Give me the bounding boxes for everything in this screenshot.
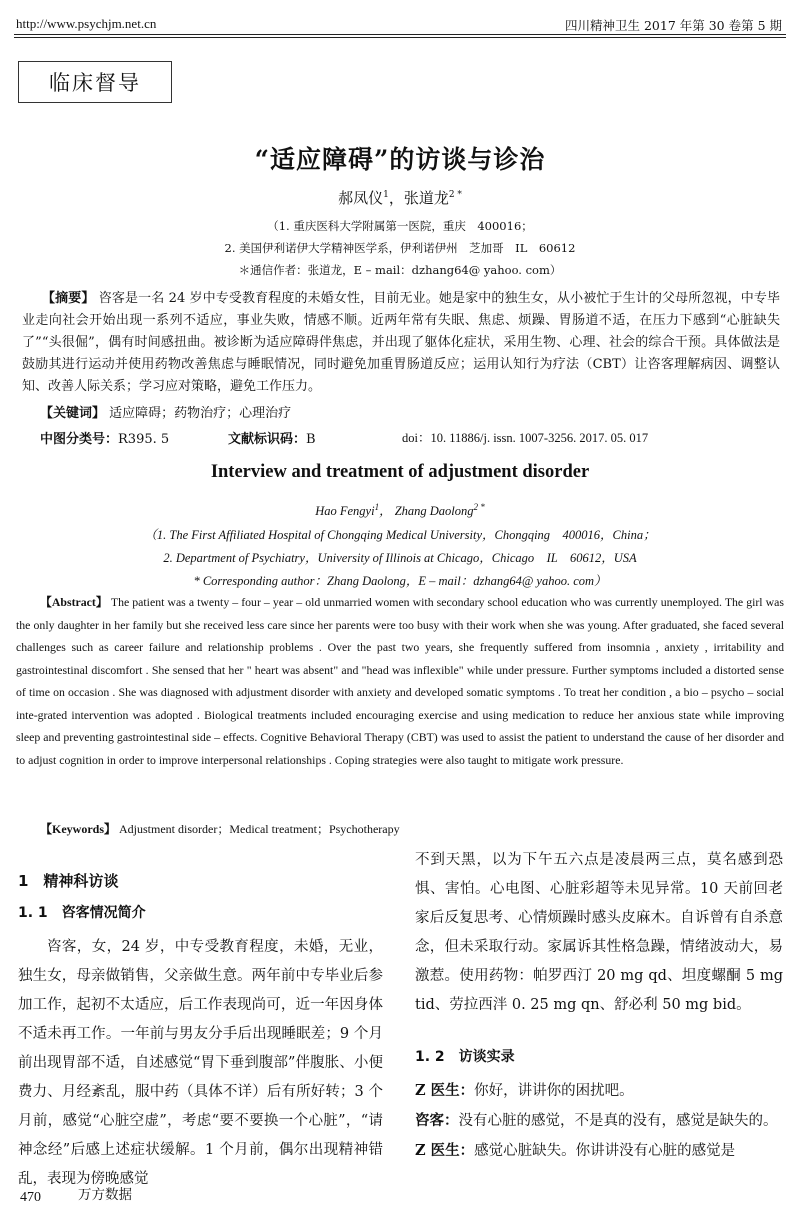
abstract-zh-label: 【摘要】 [42, 291, 95, 306]
clc-label: 中图分类号： [40, 432, 119, 447]
page-number: 470 [20, 1190, 41, 1205]
author-1-sup: 1 [383, 190, 389, 200]
column-tag: 临床督导 [18, 61, 172, 103]
dialogue-speaker: Z 医生： [415, 1082, 475, 1099]
section-1-1-heading: 1. 1 咨客情况简介 [18, 905, 146, 921]
case-summary-para: 咨客，女，24 岁，中专受教育程度，未婚，无业，独生女，母亲做销售，父亲做生意。两年前中专毕业后参加工作，起初不太适应，后工作表现尚可，近一年因身体不适未再工作。一年前与男友分手后出现睡眠差；9 个月前出现胃部不适，自述感觉“胃下垂到腹部”伴腹胀、小便费力、月经紊乱，服中药（具体不详）后有所好转；3 个月前，感觉“心脏空虚”，考虑“要不要换一个心脏”，“请神念经”后感上述症状缓解。1 个月前，偶尔出现精神错乱，表现为傍晚感觉 [18, 939, 383, 1187]
dialogue-text: 感觉心脏缺失。你讲讲没有心脏的感觉是 [474, 1143, 736, 1159]
authors-zh [0, 187, 800, 208]
header-rule [14, 34, 786, 35]
keywords-en-label: 【Keywords】 [40, 822, 116, 836]
author-en-1: Hao Fengyi [315, 504, 375, 518]
dialogue-text: 没有心脏的感觉，不是真的没有，感觉是缺失的。 [458, 1113, 778, 1129]
abstract-en [16, 591, 784, 771]
case-summary-continued: 不到天黑，以为下午五六点是凌晨两三点，莫名感到恐惧、害怕。心电图、心脏彩超等未见异常。10 天前回老家后反复思考、心情烦躁时感头皮麻木。自诉曾有自杀意念，但未采取行动。家属诉其性格急躁，情绪波动大，易激惹。使用药物：帕罗西汀 20 mg qd、坦度螺酮 5 mg tid、劳拉西泮 0. 25 mg qn、舒必利 50 mg bid。 [415, 852, 783, 1013]
authors-en [0, 501, 800, 519]
abstract-zh [22, 288, 780, 398]
interview-dialogue [415, 1076, 783, 1166]
article-title-zh: “适应障碍”的访谈与诊治 [254, 145, 546, 174]
affiliation-zh-2: 2. 美国伊利诺伊大学精神医学系，伊利诺伊州 芝加哥 IL 60612 [224, 241, 576, 255]
doc-code [228, 428, 316, 447]
author-sep: ， [388, 189, 404, 207]
journal-url: http://www.psychjm.net.cn [16, 16, 157, 31]
header-rule-thin [14, 37, 786, 38]
dialogue-text: 你好，讲讲你的困扰吧。 [474, 1083, 634, 1099]
keywords-en [40, 820, 400, 837]
abstract-en-text: The patient was a twenty – four – year – old unmarried women with secondary school education who was currently unemployed. The girl was the only daughter in her family but she received less care since her parents were too busy with their work when she was young. After graduated, she faced several challenges such as career failure and relationship problems . Over the past two years, she frequently suffered from insomnia , anxiety , irritability and gastrointestinal discomfort . She sensed that her " heart was absent" and "head was inflexible" while under pressure. Further symptoms included a distorted sense of time on occasion . She was diagnosed with adjustment disorder with anxiety and developed somatic symptoms . To treat her condition , a bio – psycho – social inte-grated intervention was adopted . Biological treatments included encouraging exercise and using medication to reduce her anxious state while improving sleep and preventing gastrointestinal side – effects. Cognitive Behavioral Therapy (CBT) was used to assist the patient to understand the cause of her disorder and to adjust cognition in order to improve interpersonal relationships . Coping strategies were also taught to mitigate work pressure. [16, 595, 784, 767]
watermark: 万方数据 [78, 1187, 132, 1203]
author-en-2-sup: 2 * [473, 501, 485, 512]
article-title-en: Interview and treatment of adjustment disorder [210, 462, 590, 482]
author-2: 张道龙 [403, 189, 449, 207]
affiliation-zh-1: （1. 重庆医科大学附属第一医院，重庆 400016； [267, 219, 533, 233]
section-1-2-heading: 1. 2 访谈实录 [415, 1049, 515, 1065]
dialogue-speaker: 咨客： [415, 1112, 459, 1129]
doi: doi：10. 11886/j. issn. 1007-3256. 2017. 05. 017 [402, 431, 649, 445]
doc-value: B [306, 432, 316, 447]
clc-value: R395. 5 [118, 432, 170, 447]
abstract-zh-text: 咨客是一名 24 岁中专受教育程度的未婚女性，目前无业。她是家中的独生女，从小被忙于生计的父母所忽视，中专毕业走向社会开始出现一系列不适应，事业失败，情感不顺。近两年常有失眠、焦虑、烦躁、胃肠道不适，在压力下感到“心脏缺失了”“头很倔”，偶有时间感扭曲。被诊断为适应障碍伴焦虑，并出现了躯体化症状，采用生物、心理、社会的综合干预。具体做法是鼓励其进行运动并使用药物改善焦虑与睡眠情况，同时避免加重胃肠道反应；运用认知行为疗法（CBT）让咨客理解病因、调整认知、改善人际关系；学习应对策略，避免工作压力。 [22, 291, 780, 394]
corresponding-zh: ＊通信作者：张道龙，E – mail：dzhang64@ yahoo. com） [238, 263, 562, 277]
section-1-heading: 1 精神科访谈 [18, 872, 119, 890]
author-en-sep: ， [379, 504, 395, 518]
dialogue-line [415, 1076, 783, 1106]
classification-line [40, 428, 169, 447]
abstract-en-label: 【Abstract】 [40, 595, 108, 609]
affiliation-en-2: 2. Department of Psychiatry，University of Illinois at Chicago，Chicago IL 60612，USA [163, 551, 637, 565]
author-en-2: Zhang Daolong [394, 504, 474, 518]
journal-issue: 四川精神卫生 2017 年第 30 卷第 5 期 [564, 18, 782, 33]
corresponding-en: * Corresponding author：Zhang Daolong，E – mail：dzhang64@ yahoo. com） [193, 574, 607, 588]
author-1: 郝凤仪 [338, 189, 384, 207]
keywords-zh-text: 适应障碍；药物治疗；心理治疗 [109, 406, 292, 421]
dialogue-line [415, 1106, 783, 1136]
doc-label: 文献标识码： [228, 432, 307, 447]
author-en-1-sup: 1 [374, 501, 380, 512]
dialogue-speaker: Z 医生： [415, 1142, 475, 1159]
affiliation-en-1: （1. The First Affiliated Hospital of Chongqing Medical University，Chongqing 400016，China； [144, 528, 656, 542]
keywords-en-text: Adjustment disorder；Medical treatment；Psychotherapy [119, 822, 400, 836]
author-2-sup: 2 * [448, 190, 462, 200]
keywords-zh [40, 402, 291, 421]
dialogue-line [415, 1136, 783, 1166]
keywords-zh-label: 【关键词】 [40, 406, 106, 421]
